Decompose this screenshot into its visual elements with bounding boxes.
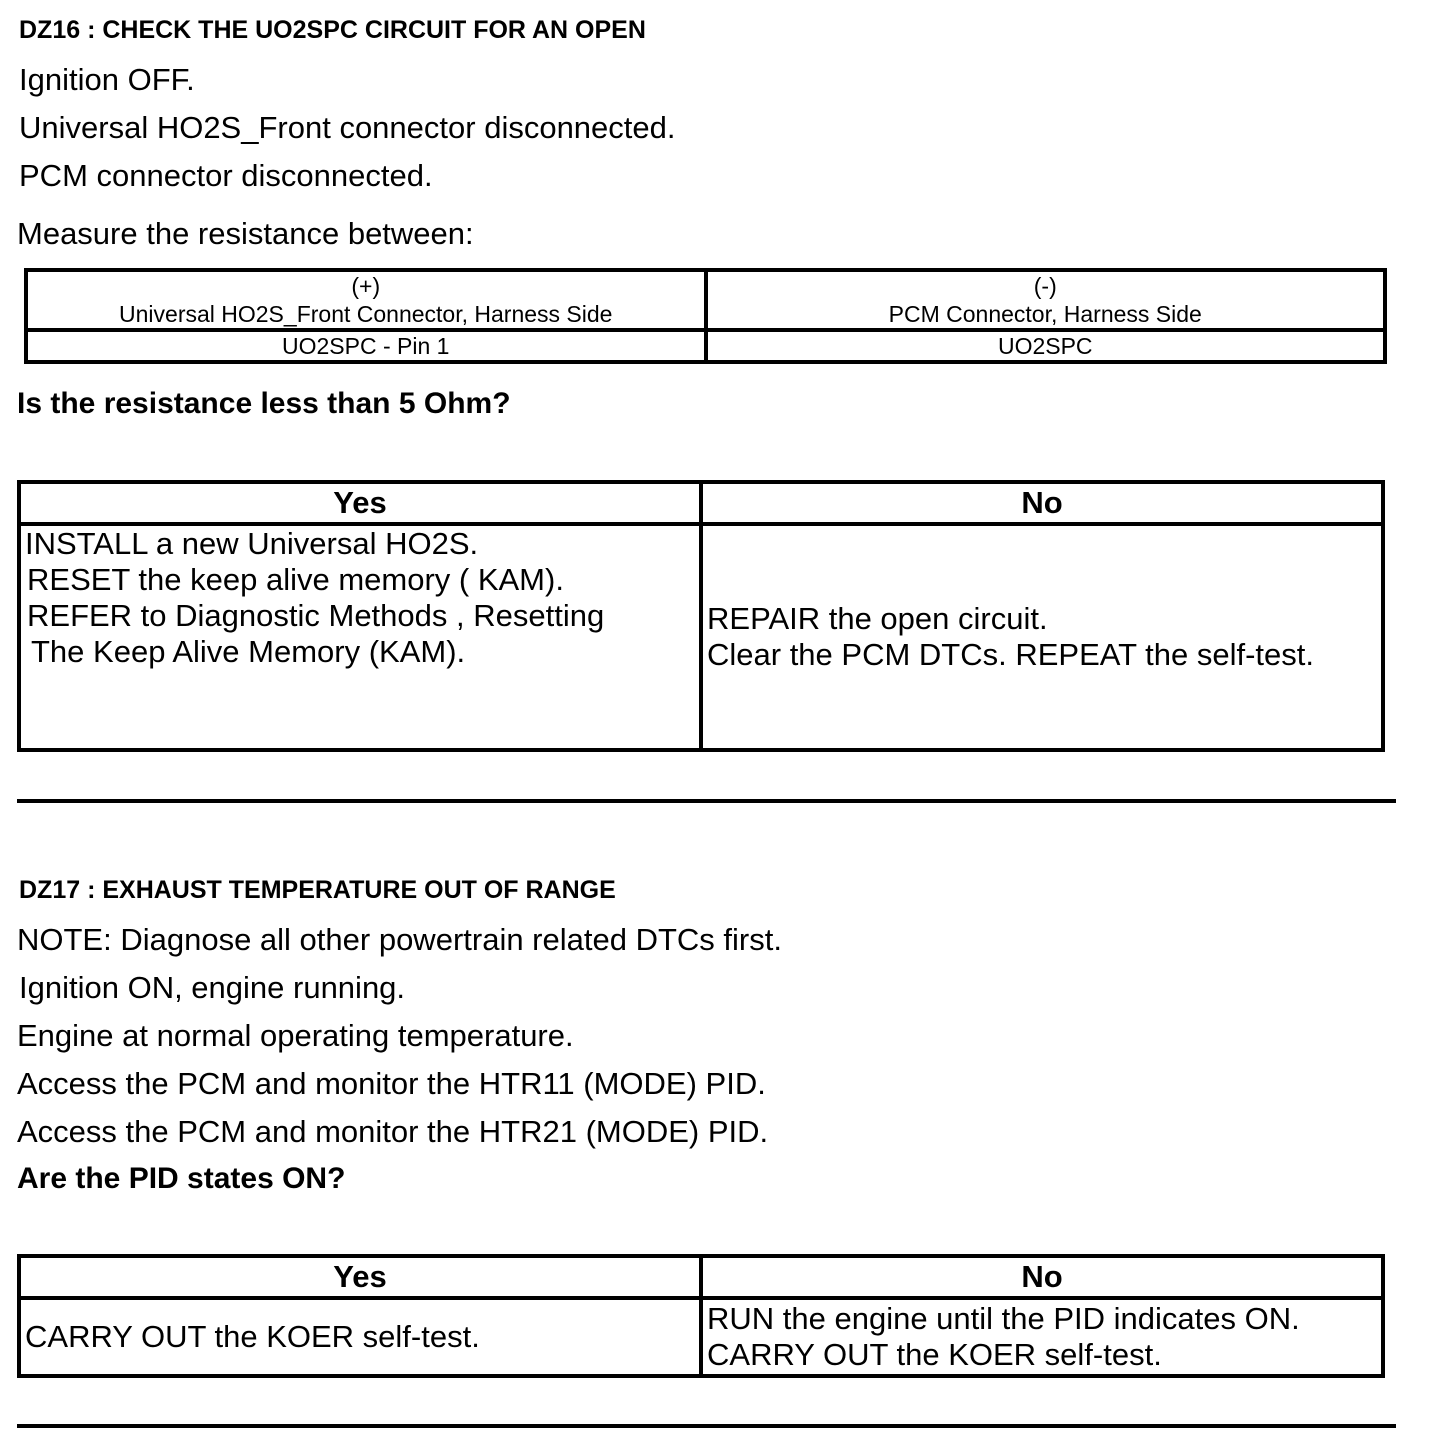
dz17-heading: DZ17 : EXHAUST TEMPERATURE OUT OF RANGE bbox=[19, 876, 616, 904]
dz17-step-1: NOTE: Diagnose all other powertrain related DTCs first. bbox=[17, 922, 782, 957]
dz17-no-line-1: RUN the engine until the PID indicates ON. bbox=[707, 1301, 1300, 1336]
measure-plus-header bbox=[26, 270, 706, 330]
dz17-yes-header: Yes bbox=[19, 1256, 701, 1298]
dz16-yes-line-4: The Keep Alive Memory (KAM). bbox=[31, 634, 466, 669]
dz16-yes-line-1: INSTALL a new Universal HO2S. bbox=[25, 526, 479, 561]
dz17-yes-line-1: CARRY OUT the KOER self-test. bbox=[25, 1319, 480, 1354]
plus-symbol: (+) bbox=[351, 273, 381, 299]
dz16-measure-table bbox=[24, 268, 1387, 364]
dz16-question: Is the resistance less than 5 Ohm? bbox=[17, 387, 511, 420]
dz17-yes-cell bbox=[19, 1298, 701, 1376]
minus-label: PCM Connector, Harness Side bbox=[888, 301, 1202, 327]
dz16-no-line-2: Clear the PCM DTCs. REPEAT the self-test. bbox=[707, 637, 1314, 672]
section-divider-bottom bbox=[17, 1424, 1396, 1428]
minus-symbol: (-) bbox=[1033, 273, 1057, 299]
dz16-step-1: Ignition OFF. bbox=[19, 62, 195, 97]
dz16-yes-header: Yes bbox=[19, 482, 701, 524]
measure-minus-value: UO2SPC bbox=[706, 330, 1386, 362]
dz17-step-2: Ignition ON, engine running. bbox=[19, 970, 406, 1005]
dz16-no-header: No bbox=[701, 482, 1383, 524]
dz17-no-cell bbox=[701, 1298, 1383, 1376]
dz17-step-5: Access the PCM and monitor the HTR21 (MODE) PID. bbox=[17, 1114, 769, 1149]
measure-minus-header bbox=[706, 270, 1386, 330]
dz16-measure-prompt: Measure the resistance between: bbox=[17, 216, 474, 251]
dz16-heading: DZ16 : CHECK THE UO2SPC CIRCUIT FOR AN OPEN bbox=[19, 16, 646, 44]
dz17-question: Are the PID states ON? bbox=[17, 1162, 346, 1195]
dz17-step-4: Access the PCM and monitor the HTR11 (MODE) PID. bbox=[17, 1066, 766, 1101]
dz17-no-header: No bbox=[701, 1256, 1383, 1298]
dz16-result-table bbox=[17, 480, 1385, 752]
dz17-no-line-2: CARRY OUT the KOER self-test. bbox=[707, 1337, 1162, 1372]
dz16-no-cell bbox=[701, 524, 1383, 750]
dz16-yes-cell bbox=[19, 524, 701, 750]
dz17-step-3: Engine at normal operating temperature. bbox=[17, 1018, 574, 1053]
dz16-no-line-1: REPAIR the open circuit. bbox=[707, 601, 1048, 636]
measure-plus-value: UO2SPC - Pin 1 bbox=[26, 330, 706, 362]
dz16-yes-line-2: RESET the keep alive memory ( KAM). bbox=[27, 562, 564, 597]
dz16-step-2: Universal HO2S_Front connector disconnected. bbox=[19, 110, 676, 145]
plus-label: Universal HO2S_Front Connector, Harness Side bbox=[119, 301, 613, 327]
dz17-result-table bbox=[17, 1254, 1385, 1378]
dz16-yes-line-3: REFER to Diagnostic Methods , Resetting bbox=[27, 598, 605, 633]
dz16-step-3: PCM connector disconnected. bbox=[19, 158, 433, 193]
section-divider bbox=[17, 799, 1396, 803]
